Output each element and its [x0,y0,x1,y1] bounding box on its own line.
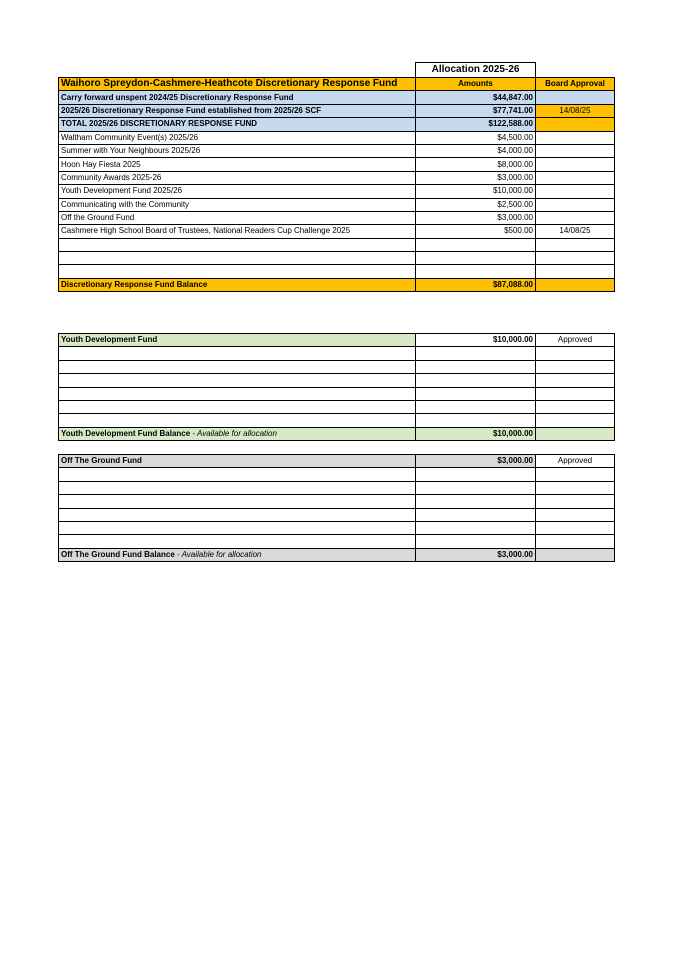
summary-label: Carry forward unspent 2024/25 Discretionary Response Fund [59,91,416,104]
otg-balance-note: - Available for allocation [174,549,262,559]
ydf-title: Youth Development Fund [59,334,416,347]
summary-amount: $77,741.00 [416,104,536,117]
summary-row [59,104,615,117]
otg-balance-cell [59,548,416,561]
item-amount: $4,000.00 [416,144,536,157]
item-label: Communicating with the Community [59,198,416,211]
ydf-approval: Approved [536,334,615,347]
allocation-header: Allocation 2025-26 [416,63,536,78]
otg-title: Off The Ground Fund [59,455,416,468]
item-label: Hoon Hay Fiesta 2025 [59,158,416,171]
item-amount: $10,000.00 [416,185,536,198]
item-amount: $4,500.00 [416,131,536,144]
item-amount: $8,000.00 [416,158,536,171]
empty-row [59,238,615,251]
table-row [59,131,615,144]
drf-title-row [59,78,615,91]
empty-row [59,468,615,481]
table-row [59,144,615,157]
table-row [59,198,615,211]
drf-balance-label: Discretionary Response Fund Balance [59,278,416,291]
summary-label: 2025/26 Discretionary Response Fund established from 2025/26 SCF [59,104,416,117]
empty-row [59,400,615,413]
item-approval: 14/08/25 [536,225,615,238]
empty-row [59,347,615,360]
otg-balance-amount: $3,000.00 [416,548,536,561]
item-approval [536,198,615,211]
otg-balance-label: Off The Ground Fund Balance [61,549,175,559]
ydf-table [58,333,615,441]
item-label: Cashmere High School Board of Trustees, National Readers Cup Challenge 2025 [59,225,416,238]
empty-row [59,252,615,265]
table-row [59,158,615,171]
item-label: Off the Ground Fund [59,211,416,224]
summary-amount: $122,588.00 [416,118,536,131]
item-approval [536,144,615,157]
ydf-balance-cell [59,427,416,440]
drf-table [58,62,615,292]
item-label: Waltham Community Event(s) 2025/26 [59,131,416,144]
item-amount: $3,000.00 [416,211,536,224]
item-approval [536,211,615,224]
ydf-balance-note: - Available for allocation [190,428,277,438]
summary-approval [536,118,615,131]
summary-approval: 14/08/25 [536,104,615,117]
summary-label: TOTAL 2025/26 DISCRETIONARY RESPONSE FUND [59,118,416,131]
empty-row [59,374,615,387]
drf-balance-amount: $87,088.00 [416,278,536,291]
otg-balance-row [59,548,615,561]
ydf-balance-label: Youth Development Fund Balance [61,428,191,438]
item-approval [536,158,615,171]
item-label: Community Awards 2025-26 [59,171,416,184]
otg-table [58,454,615,562]
board-approval-header: Board Approval [536,78,615,91]
otg-amount: $3,000.00 [416,455,536,468]
item-amount: $500.00 [416,225,536,238]
empty-row [59,360,615,373]
ydf-balance-amount: $10,000.00 [416,427,536,440]
ydf-title-row [59,334,615,347]
empty-row [59,535,615,548]
item-amount: $2,500.00 [416,198,536,211]
allocation-header-row [59,63,615,78]
table-row [59,225,615,238]
summary-approval [536,91,615,104]
item-approval [536,131,615,144]
empty-row [59,265,615,278]
table-row [59,185,615,198]
otg-title-row [59,455,615,468]
ydf-amount: $10,000.00 [416,334,536,347]
item-amount: $3,000.00 [416,171,536,184]
item-approval [536,171,615,184]
drf-balance-row [59,278,615,291]
summary-row [59,91,615,104]
table-row [59,211,615,224]
empty-row [59,521,615,534]
empty-row [59,495,615,508]
otg-approval: Approved [536,455,615,468]
item-label: Youth Development Fund 2025/26 [59,185,416,198]
summary-amount: $44,847.00 [416,91,536,104]
empty-row [59,508,615,521]
drf-title: Waihoro Spreydon-Cashmere-Heathcote Discretionary Response Fund [59,78,416,91]
item-approval [536,185,615,198]
table-row [59,171,615,184]
empty-row [59,387,615,400]
empty-row [59,481,615,494]
item-label: Summer with Your Neighbours 2025/26 [59,144,416,157]
ydf-balance-row [59,427,615,440]
summary-row [59,118,615,131]
empty-row [59,414,615,427]
amounts-header: Amounts [416,78,536,91]
